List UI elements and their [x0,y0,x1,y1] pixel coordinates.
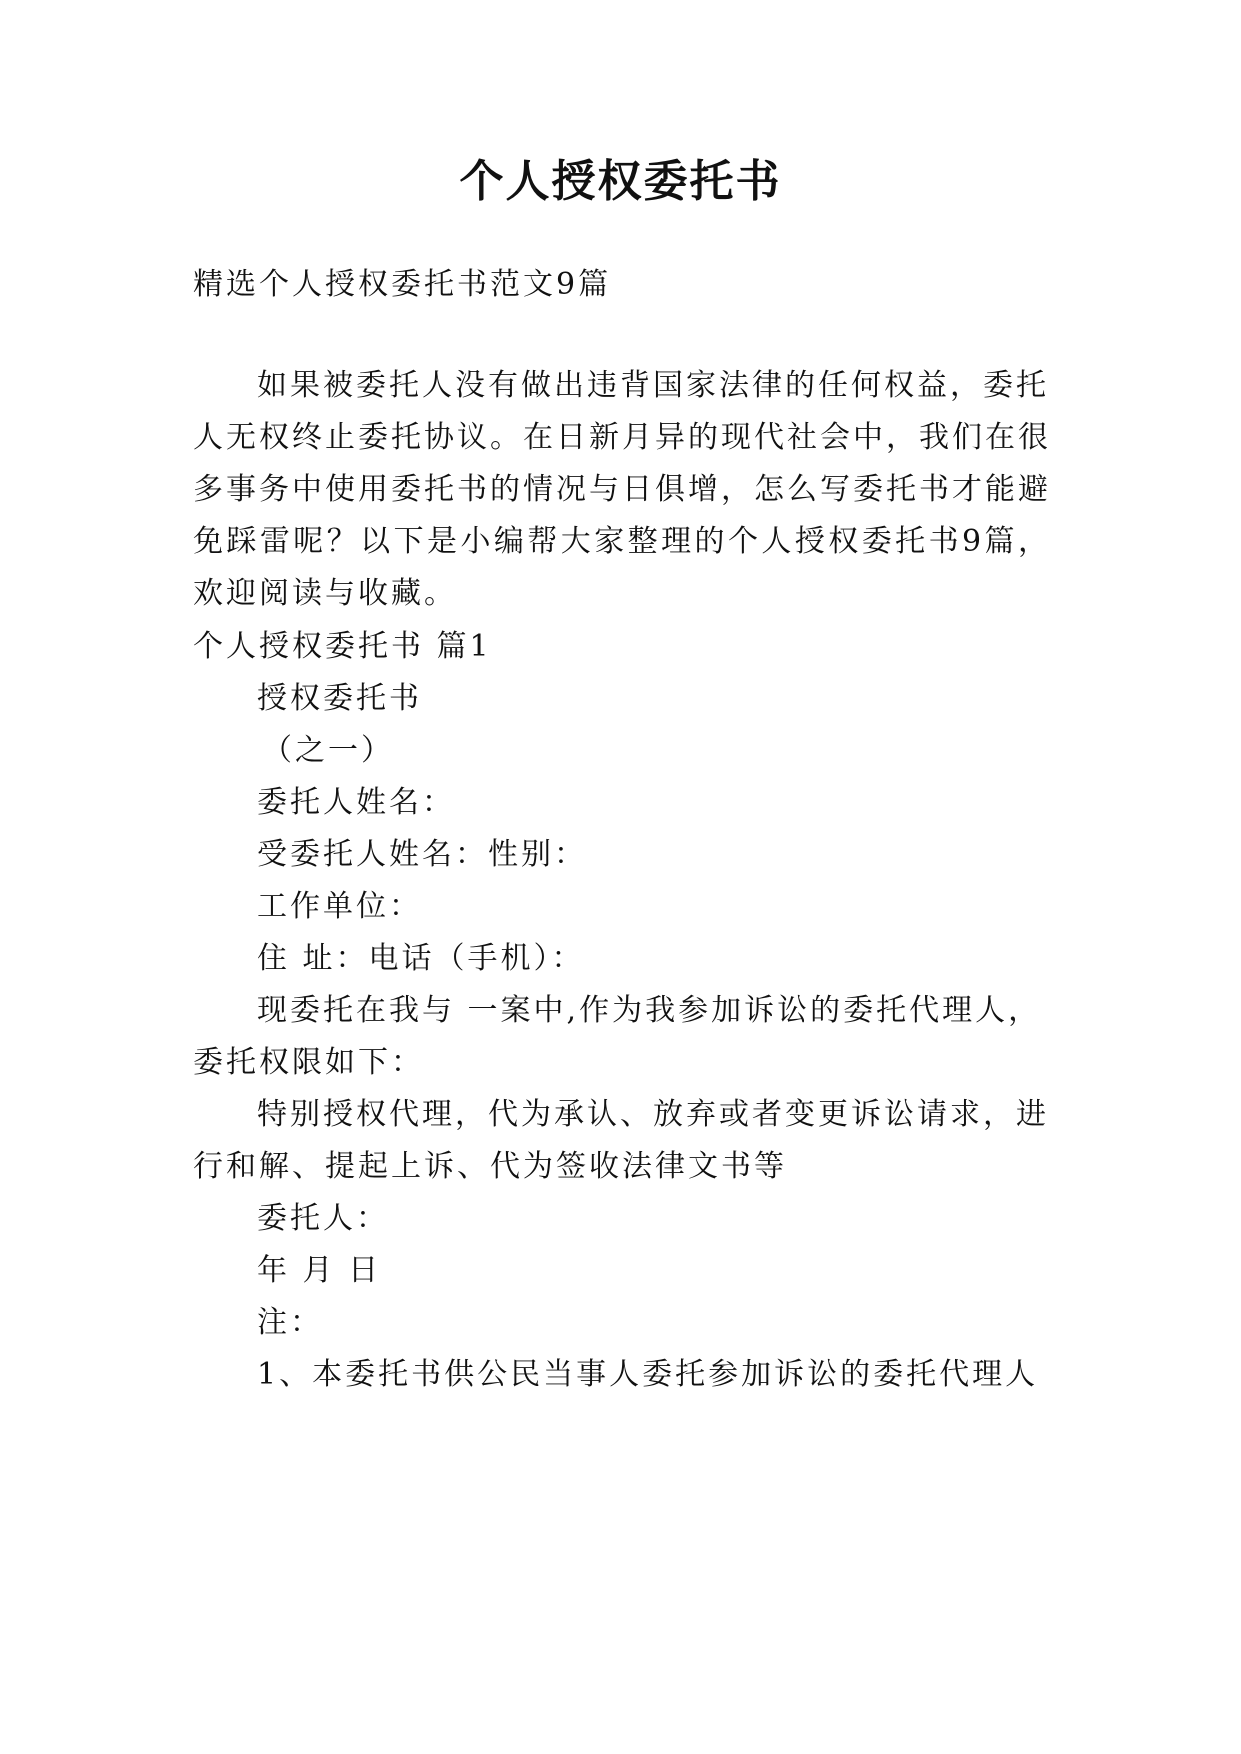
body-line: 授权委托书 [257,681,422,716]
intro-line: 多事务中使用委托书的情况与日俱增，怎么写委托书才能避 [193,472,1051,507]
body-line: 1、本委托书供公民当事人委托参加诉讼的委托代理人 [257,1357,1039,1392]
body-line: （之一） [262,733,394,768]
body-line: 受委托人姓名：性别： [257,837,587,872]
intro-line: 如果被委托人没有做出违背国家法律的任何权益，委托 [257,368,1049,403]
document-title: 个人授权委托书 [459,156,782,207]
body-line: 委托权限如下： [193,1045,424,1080]
body-line: 行和解、提起上诉、代为签收法律文书等 [193,1149,787,1184]
body-line: 委托人： [257,1201,389,1236]
section-heading: 个人授权委托书 篇1 [193,629,492,664]
intro-line: 欢迎阅读与收藏。 [193,576,457,611]
body-line: 工作单位： [257,889,422,924]
document-subtitle: 精选个人授权委托书范文9篇 [193,267,612,302]
intro-line: 人无权终止委托协议。在日新月异的现代社会中，我们在很 [193,420,1051,455]
body-line: 特别授权代理，代为承认、放弃或者变更诉讼请求，进 [257,1097,1049,1132]
intro-line: 免踩雷呢？以下是小编帮大家整理的个人授权委托书9篇， [193,524,1051,559]
body-line: 住 址：电话（手机）： [257,941,585,976]
body-line: 委托人姓名： [257,785,455,820]
body-line: 现委托在我与 一案中,作为我参加诉讼的委托代理人， [257,993,1042,1028]
body-line: 注： [257,1305,323,1340]
body-line: 年 月 日 [257,1253,382,1288]
